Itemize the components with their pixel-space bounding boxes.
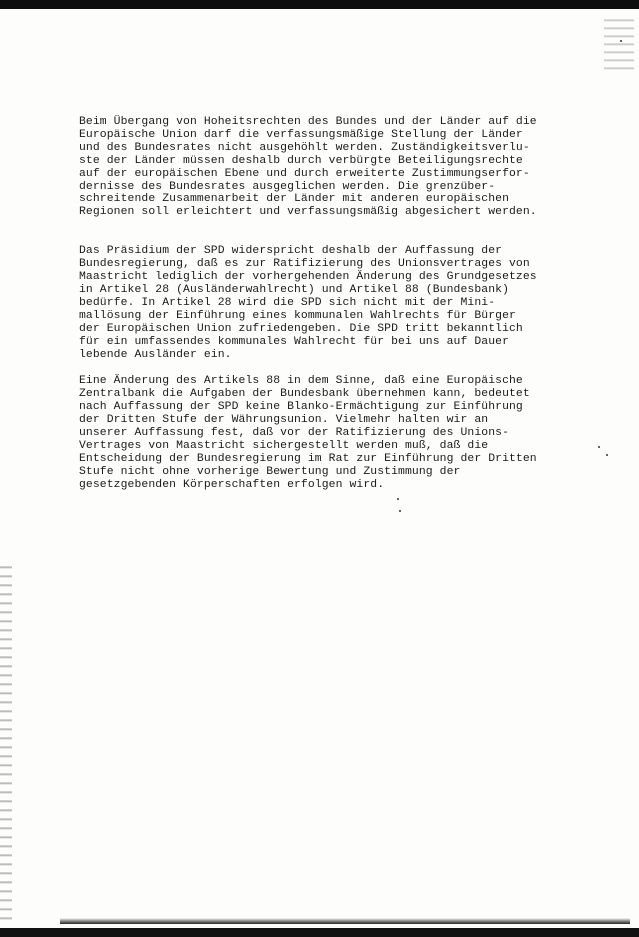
scan-edge-noise	[604, 14, 634, 74]
scan-speck	[606, 454, 608, 456]
text-line: mallösung der Einführung eines kommunalen Wahlrechts für Bürger	[79, 309, 516, 322]
scan-bottom-streak	[60, 918, 630, 924]
text-line: unserer Auffassung fest, daß vor der Ratifizierung des Unions-	[79, 427, 510, 440]
text-line: auf der europäischen Ebene und durch erweiterte Zustimmungserfor-	[79, 167, 530, 180]
text-line: Bundesregierung, daß es zur Ratifizierung des Unionsvertrages von	[79, 258, 530, 271]
text-line: Europäische Union darf die verfassungsmäßige Stellung der Länder	[79, 128, 523, 141]
text-line: lebende Ausländer ein.	[79, 348, 232, 361]
text-line: Zentralbank die Aufgaben der Bundesbank übernehmen kann, bedeutet	[79, 388, 530, 401]
text-line: gesetzgebenden Körperschaften erfolgen wird.	[79, 478, 385, 491]
text-line: Stufe nicht ohne vorherige Bewertung und Zustimmung der	[79, 465, 461, 478]
text-line: schreitende Zusammenarbeit der Länder mit anderen europäischen	[79, 193, 510, 206]
text-line: Regionen soll erleichtert und verfassungsmäßig abgesichert werden.	[79, 206, 537, 219]
text-line: Entscheidung der Bundesregierung im Rat zur Einführung der Dritten	[79, 452, 537, 465]
scan-speck	[598, 446, 600, 448]
paragraph-3	[79, 375, 549, 491]
text-line: Vertrages von Maastricht sichergestellt werden muß, daß die	[79, 439, 489, 452]
text-line: ste der Länder müssen deshalb durch verbürgte Beteiligungsrechte	[79, 154, 523, 167]
scan-speck	[399, 510, 401, 512]
text-line: nach Auffassung der SPD keine Blanko-Ermächtigung zur Einführung	[79, 401, 523, 414]
paragraph-1	[79, 116, 549, 219]
text-line: für ein umfassendes kommunales Wahlrecht für bei uns auf Dauer	[79, 335, 510, 348]
document-body	[79, 116, 549, 492]
text-line: Das Präsidium der SPD widerspricht deshalb der Auffassung der	[79, 245, 503, 258]
text-line: bedürfe. In Artikel 28 wird die SPD sich nicht mit der Mini-	[79, 296, 496, 309]
text-line: und des Bundesrates nicht ausgehöhlt werden. Zuständigkeitsverlu-	[79, 141, 530, 154]
scan-speck	[620, 40, 622, 42]
text-line: der Europäischen Union zufriedengeben. Die SPD tritt bekanntlich	[79, 322, 523, 335]
paragraph-2	[79, 245, 549, 361]
scan-speck	[397, 498, 399, 500]
text-line: Eine Änderung des Artikels 88 in dem Sinne, daß eine Europäische	[79, 375, 523, 388]
scan-bottom-border	[0, 928, 639, 937]
text-line: Maastricht lediglich der vorhergehenden Änderung des Grundgesetzes	[79, 271, 537, 284]
text-line: der Dritten Stufe der Währungsunion. Vielmehr halten wir an	[79, 414, 489, 427]
scan-edge-noise	[0, 560, 12, 920]
text-line: in Artikel 28 (Ausländerwahlrecht) und Artikel 88 (Bundesbank)	[79, 283, 510, 296]
text-line: Beim Übergang von Hoheitsrechten des Bundes und der Länder auf die	[79, 116, 537, 128]
scan-top-border	[0, 0, 639, 9]
text-line: dernisse des Bundesrates ausgeglichen werden. Die grenzüber-	[79, 180, 496, 193]
